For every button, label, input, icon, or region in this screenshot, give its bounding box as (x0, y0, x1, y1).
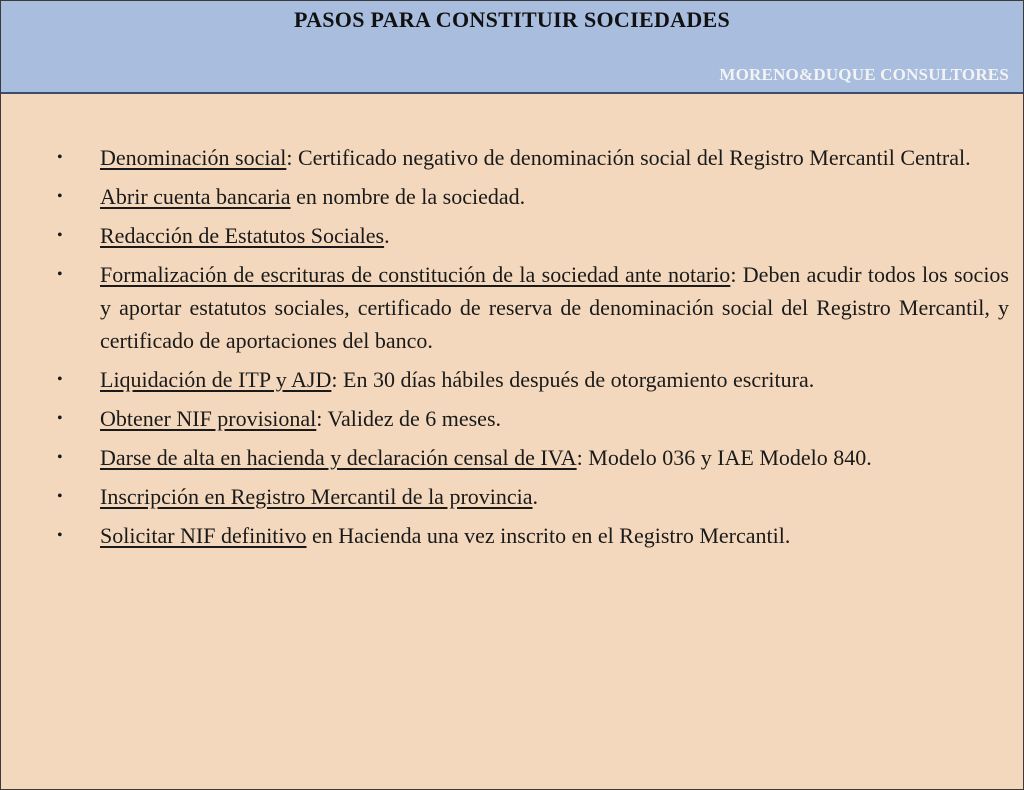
list-item (1, 363, 1023, 396)
step-title: Denominación social (100, 145, 287, 170)
step-title: Obtener NIF provisional (100, 406, 317, 431)
list-item (1, 219, 1023, 252)
bullet-icon: • (57, 410, 63, 427)
company-name: MORENO&DUQUE CONSULTORES (719, 65, 1009, 84)
bullet-icon: • (57, 227, 63, 244)
list-item (1, 480, 1023, 513)
step-description: : Validez de 6 meses. (316, 406, 502, 431)
list-item (1, 180, 1023, 213)
list-item (1, 258, 1023, 357)
step-description: : En 30 días hábiles después de otorgamiento escritura. (331, 367, 815, 392)
step-description: en nombre de la sociedad. (290, 184, 526, 209)
step-description: . (532, 484, 539, 509)
step-title: Abrir cuenta bancaria (100, 184, 291, 209)
page-title: PASOS PARA CONSTITUIR SOCIEDADES (293, 7, 731, 32)
steps-content (1, 141, 1023, 558)
bullet-icon: • (57, 449, 63, 466)
step-title: Inscripción en Registro Mercantil de la provincia (100, 484, 533, 509)
step-title: Redacción de Estatutos Sociales (100, 223, 385, 248)
step-description: : Certificado negativo de denominación social del Registro Mercantil Central. (286, 145, 971, 170)
bullet-icon: • (57, 371, 63, 388)
bullet-icon: • (57, 266, 63, 283)
header-band (1, 1, 1023, 94)
list-item (1, 141, 1023, 174)
step-title: Solicitar NIF definitivo (100, 523, 307, 548)
bullet-icon: • (57, 188, 63, 205)
step-description: en Hacienda una vez inscrito en el Registro Mercantil. (306, 523, 791, 548)
step-description: . (384, 223, 390, 248)
step-title: Liquidación de ITP y AJD (100, 367, 332, 392)
step-description: : Deben acudir todos los socios y aportar estatutos sociales, certificado de reserva de denominación social del Registro Mercantil, y certificado de aportaciones del banco. (100, 262, 1009, 353)
bullet-icon: • (57, 527, 63, 544)
bullet-icon: • (57, 488, 63, 505)
list-item (1, 441, 1023, 474)
step-description: : Modelo 036 y IAE Modelo 840. (576, 445, 872, 470)
bullet-icon: • (57, 149, 63, 166)
list-item (1, 519, 1023, 552)
list-item (1, 402, 1023, 435)
step-title: Darse de alta en hacienda y declaración censal de IVA (100, 445, 577, 470)
steps-list (1, 141, 1023, 552)
step-title: Formalización de escrituras de constitución de la sociedad ante notario (100, 262, 731, 287)
